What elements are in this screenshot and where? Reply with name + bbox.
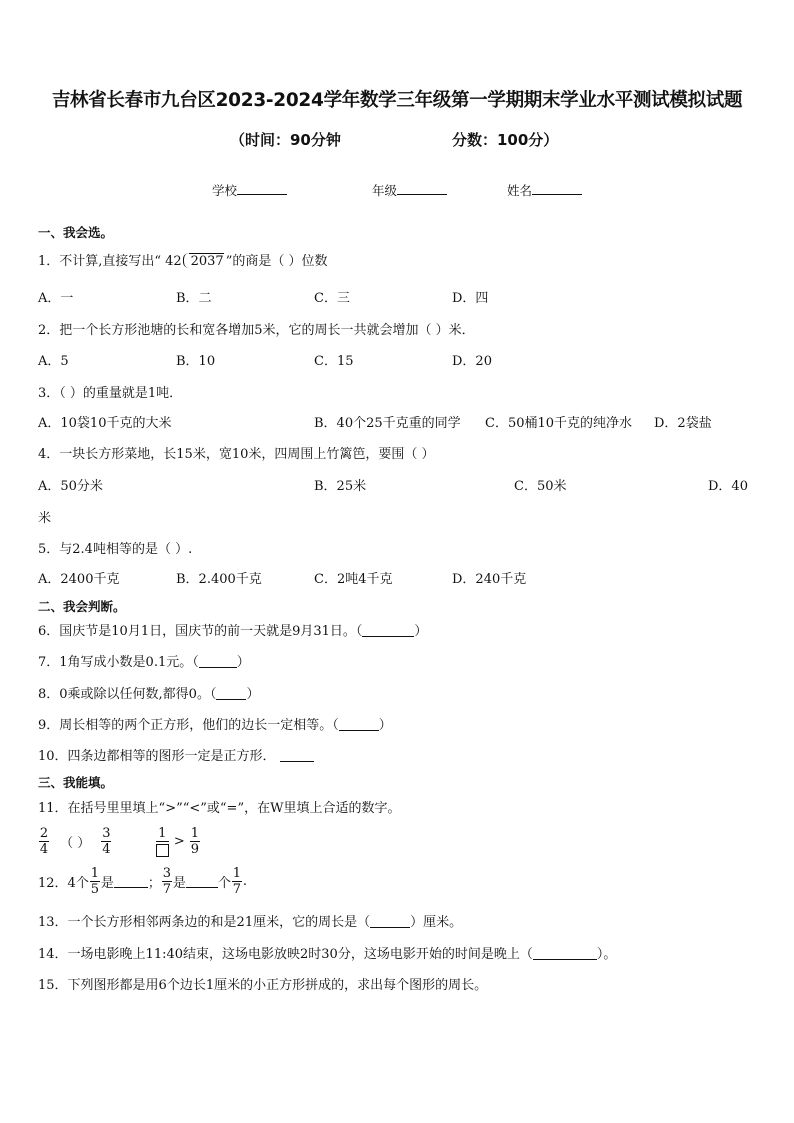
question-2: 2．把一个长方形池塘的长和宽各增加5米，它的周长一共就会增加（ ）米． <box>38 323 475 338</box>
q4-option-c[interactable]: C．50米 <box>514 479 567 494</box>
q5-option-a[interactable]: A．2400千克 <box>38 572 120 587</box>
fraction-3-4: $\frac{3}{4}$ <box>102 826 111 857</box>
question-10: 10．四条边都相等的图形一定是正方形． <box>38 748 314 766</box>
q13-answer-blank[interactable] <box>370 915 410 928</box>
fraction-1-9: $\frac{1}{9}$ <box>190 826 200 857</box>
q2-option-a[interactable]: A．5 <box>38 354 69 369</box>
name-label: 姓名 <box>507 183 533 198</box>
name-field[interactable] <box>507 181 582 199</box>
question-5: 5．与2.4吨相等的是（ ）. <box>38 542 193 557</box>
q8-answer-blank[interactable] <box>216 687 246 700</box>
digit-box[interactable] <box>156 844 169 857</box>
name-blank[interactable] <box>532 182 582 195</box>
fraction-1-box: 1 <box>156 826 169 857</box>
grade-label: 年级 <box>372 183 398 198</box>
q1-option-a[interactable]: A．一 <box>38 291 74 306</box>
q1-option-d[interactable]: D．四 <box>452 291 489 306</box>
q3-option-b[interactable]: B．40个25千克重的同学 <box>314 416 461 431</box>
long-division-symbol: 42 2037 <box>165 254 224 269</box>
q3-option-a[interactable]: A．10袋10千克的大米 <box>38 416 172 431</box>
question-1: 1．不计算,直接写出“ 42 2037 ”的商是（ ）位数 <box>38 254 328 269</box>
q2-option-b[interactable]: B．10 <box>176 354 216 369</box>
q10-answer-blank[interactable] <box>280 749 314 762</box>
question-7: 7．1角写成小数是0.1元。（ ） <box>38 655 250 670</box>
fraction-1-7: $\frac{1}{7}$ <box>232 866 242 897</box>
section-3-heading: 三、我能填。 <box>38 775 114 790</box>
section-2-heading: 二、我会判断。 <box>38 599 126 614</box>
question-3: 3．（ ）的重量就是1吨． <box>38 386 183 401</box>
q3-option-d[interactable]: D．2袋盐 <box>654 416 712 431</box>
q5-option-c[interactable]: C．2吨4千克 <box>314 572 393 587</box>
school-label: 学校 <box>212 183 238 198</box>
q12-blank-2[interactable] <box>186 875 218 888</box>
q12-blank-1[interactable] <box>114 875 148 888</box>
q11-compare-blank[interactable]: （ ） <box>60 836 91 851</box>
grade-field[interactable] <box>372 181 447 199</box>
question-9: 9．周长相等的两个正方形，他们的边长一定相等。（ ） <box>38 718 392 733</box>
q14-answer-blank[interactable] <box>533 947 597 960</box>
q5-option-b[interactable]: B．2.400千克 <box>176 572 262 587</box>
fraction-1-5: $\frac{1}{5}$ <box>90 866 99 897</box>
school-field[interactable] <box>212 181 287 199</box>
question-15: 15．下列图形都是用6个边长1厘米的小正方形拼成的，求出每个图形的周长。 <box>38 978 488 993</box>
question-12: 12．4个 $\frac{1}{5}$ 是 ； $\frac{3}{7}$ 是 个 $\frac{1}{7}$ . <box>38 866 248 897</box>
question-14: 14．一场电影晚上11:40结束，这场电影放映2时30分，这场电影开始的时间是晚上（ ）。 <box>38 947 617 962</box>
question-4: 4．一块长方形菜地，长15米，宽10米，四周围上竹篱笆，要围（ ） <box>38 447 435 462</box>
q4-option-b[interactable]: B．25米 <box>314 479 367 494</box>
q4-option-a[interactable]: A．50分米 <box>38 479 103 494</box>
q1-option-c[interactable]: C．三 <box>314 291 350 306</box>
question-13: 13．一个长方形相邻两条边的和是21厘米，它的周长是（ ）厘米。 <box>38 915 463 930</box>
q7-answer-blank[interactable] <box>199 655 237 668</box>
total-score: 分数：100分） <box>452 131 559 149</box>
section-1-heading: 一、我会选。 <box>38 225 114 240</box>
grade-blank[interactable] <box>397 182 447 195</box>
q6-answer-blank[interactable] <box>362 624 414 637</box>
q2-option-c[interactable]: C．15 <box>314 354 354 369</box>
q4-option-d-wrap: 米 <box>38 511 52 526</box>
q3-option-c[interactable]: C．50桶10千克的纯净水 <box>485 416 633 431</box>
time-limit: （时间：90分钟 <box>230 131 341 149</box>
exam-title: 吉林省长春市九台区2023-2024学年数学三年级第一学期期末学业水平测试模拟试题 <box>51 90 743 111</box>
question-11-items: $\frac{2}{4}$ （ ） $\frac{3}{4}$ 1 > $\frac{1}{9}$ <box>39 826 200 857</box>
q1-option-b[interactable]: B．二 <box>176 291 212 306</box>
school-blank[interactable] <box>237 182 287 195</box>
fraction-2-4: $\frac{2}{4}$ <box>39 826 49 857</box>
q9-answer-blank[interactable] <box>339 718 379 731</box>
question-6: 6．国庆节是10月1日，国庆节的前一天就是9月31日。（ ） <box>38 624 428 639</box>
q5-option-d[interactable]: D．240千克 <box>452 572 527 587</box>
fraction-3-7: $\frac{3}{7}$ <box>162 866 171 897</box>
q4-option-d[interactable]: D．40 <box>708 479 748 494</box>
q2-option-d[interactable]: D．20 <box>452 354 492 369</box>
question-8: 8．0乘或除以任何数,都得0。（ ） <box>38 687 260 702</box>
question-11: 11．在括号里里填上“>”“<”或“=”，在W里填上合适的数字。 <box>38 801 401 816</box>
